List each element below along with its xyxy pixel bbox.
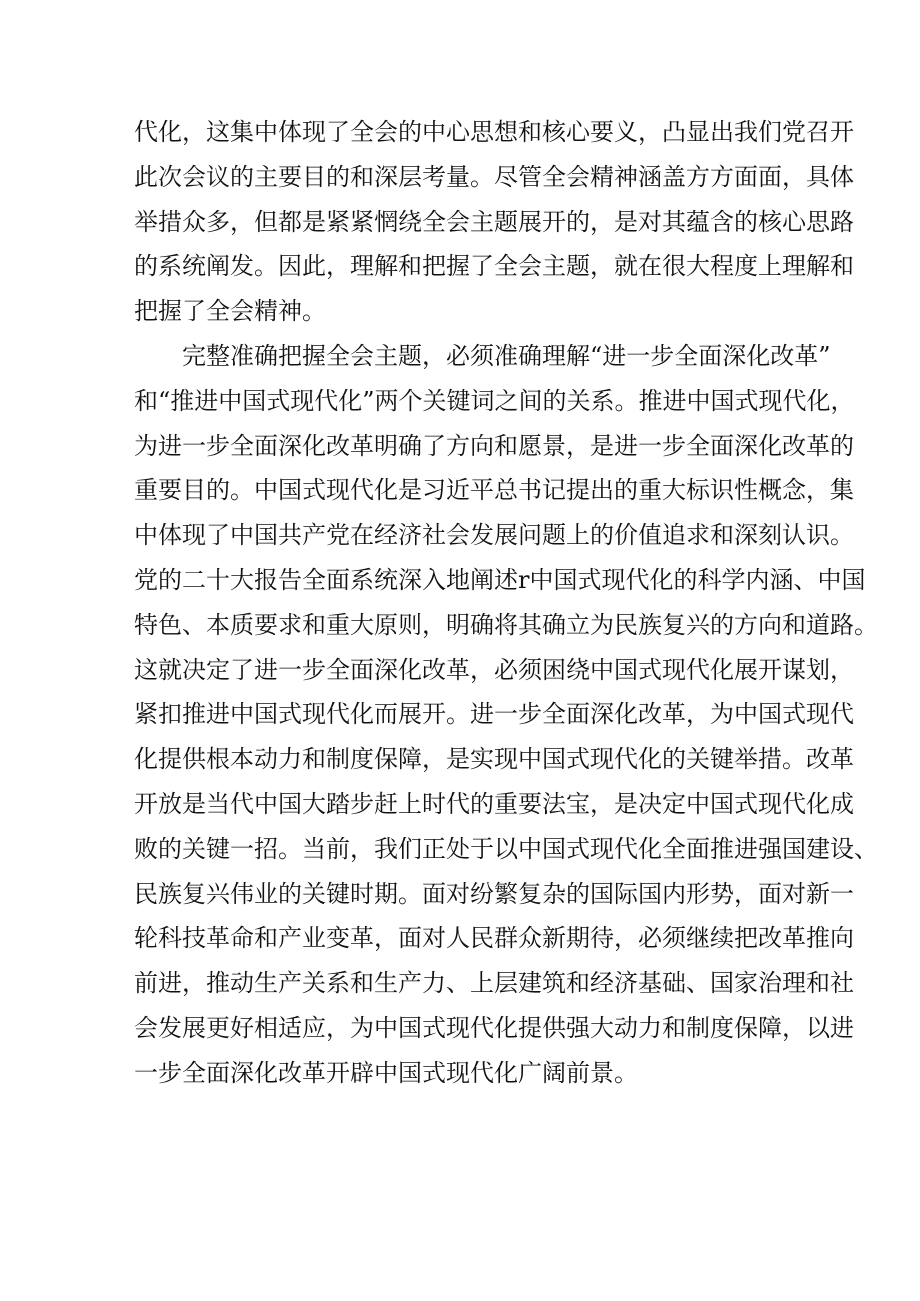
text-line: 中体现了中国共产党在经济社会发展问题上的价值追求和深刻认识。 bbox=[134, 521, 854, 550]
text-line: 会发展更好相适应，为中国式现代化提供强大动力和制度保障，以进 bbox=[134, 1013, 854, 1042]
text-line: 前进，推动生产关系和生产力、上层建筑和经济基础、国家治理和社 bbox=[134, 969, 854, 998]
text-line: 一步全面深化改革开辟中国式现代化广阔前景。 bbox=[134, 1058, 638, 1087]
text-line: 化提供根本动力和制度保障，是实现中国式现代化的关键举措。改革 bbox=[134, 745, 854, 774]
text-line: 举措众多，但都是紧紧惘绕全会主题展开的，是对其蕴含的核心思路 bbox=[134, 207, 854, 236]
text-line: 败的关键一招。当前，我们正处于以中国式现代化全面推进强国建设、 bbox=[134, 834, 878, 863]
text-line: 完整准确把握全会主题，必须准确理解“进一步全面深化改革” bbox=[182, 341, 831, 370]
text-line: 紧扣推进中国式现代化而展开。进一步全面深化改革，为中国式现代 bbox=[134, 700, 854, 729]
text-line: 这就决定了进一步全面深化改革，必须困绕中国式现代化展开谋划， bbox=[134, 655, 854, 684]
text-line: 特色、本质要求和重大原则，明确将其确立为民族复兴的方向和道路。 bbox=[134, 610, 878, 639]
text-line: 代化，这集中体现了全会的中心思想和核心要义，凸显出我们党召开 bbox=[134, 118, 854, 146]
text-line: 此次会议的主要目的和深层考量。尽管全会精神涵盖方方面面，具体 bbox=[134, 162, 854, 191]
text-line: 和“推进中国式现代化”两个关键词之间的关系。推进中国式现代化， bbox=[134, 386, 855, 415]
text-line: 民族复兴伟业的关键时期。面对纷繁复杂的国际国内形势，面对新一 bbox=[134, 879, 854, 908]
body-text bbox=[134, 110, 878, 1096]
text-line: 把握了全会精神。 bbox=[134, 297, 326, 326]
text-line: 党的二十大报告全面系统深入地阐述r中国式现代化的科学内涵、中国 bbox=[134, 565, 866, 594]
text-line: 开放是当代中国大踏步赶上时代的重要法宝，是决定中国式现代化成 bbox=[134, 789, 854, 818]
text-line: 的系统阐发。因此，理解和把握了全会主题，就在很大程度上理解和 bbox=[134, 252, 854, 281]
text-line: 轮科技革命和产业变革，面对人民群众新期待，必须继续把改革推向 bbox=[134, 924, 854, 953]
text-line: 重要目的。中国式现代化是习近平总书记提出的重大标识性概念，集 bbox=[134, 476, 854, 505]
text-line: 为进一步全面深化改革明确了方向和愿景，是进一步全面深化改革的 bbox=[134, 431, 854, 460]
